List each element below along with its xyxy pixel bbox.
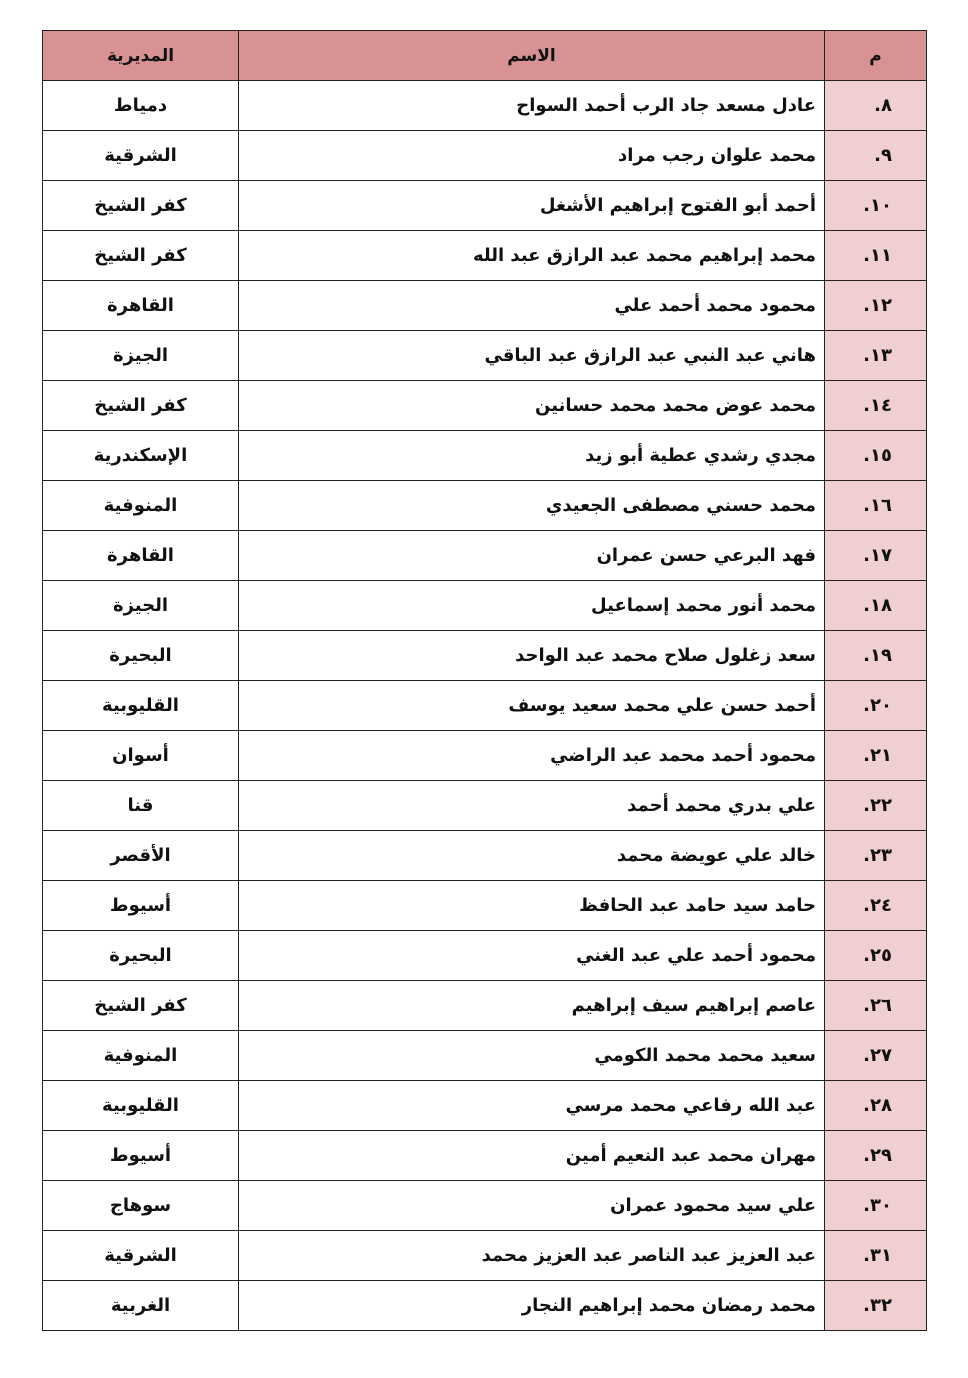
row-name: محمد حسني مصطفى الجعيدي <box>239 481 825 531</box>
row-number: ٢٩. <box>825 1131 927 1181</box>
row-directorate: الغربية <box>43 1281 239 1331</box>
row-number: ١٩. <box>825 631 927 681</box>
table-row <box>43 981 927 1031</box>
table-row <box>43 1231 927 1281</box>
header-row <box>43 31 927 81</box>
row-name: فهد البرعي حسن عمران <box>239 531 825 581</box>
row-name: محمود أحمد علي عبد الغني <box>239 931 825 981</box>
table-row <box>43 181 927 231</box>
row-directorate: الأقصر <box>43 831 239 881</box>
row-name: علي بدري محمد أحمد <box>239 781 825 831</box>
row-directorate: القليوبية <box>43 1081 239 1131</box>
header-directorate: المديرية <box>43 31 239 81</box>
row-directorate: الشرقية <box>43 131 239 181</box>
row-number: ٢٠. <box>825 681 927 731</box>
table-row <box>43 531 927 581</box>
row-number: ٢٧. <box>825 1031 927 1081</box>
table-row <box>43 231 927 281</box>
row-name: محمد علوان رجب مراد <box>239 131 825 181</box>
row-name: سعيد محمد محمد الكومي <box>239 1031 825 1081</box>
table-row <box>43 281 927 331</box>
row-name: مهران محمد عبد النعيم أمين <box>239 1131 825 1181</box>
row-directorate: أسيوط <box>43 1131 239 1181</box>
row-name: هاني عبد النبي عبد الرازق عبد الباقي <box>239 331 825 381</box>
table-row <box>43 331 927 381</box>
row-number: ٢٣. <box>825 831 927 881</box>
row-number: ١١. <box>825 231 927 281</box>
row-number: ١٠. <box>825 181 927 231</box>
table-row <box>43 81 927 131</box>
row-number: ١٢. <box>825 281 927 331</box>
row-name: علي سيد محمود عمران <box>239 1181 825 1231</box>
row-number: ٢١. <box>825 731 927 781</box>
row-directorate: قنا <box>43 781 239 831</box>
row-name: عادل مسعد جاد الرب أحمد السواح <box>239 81 825 131</box>
row-directorate: دمياط <box>43 81 239 131</box>
table-row <box>43 1031 927 1081</box>
row-number: ٣٠. <box>825 1181 927 1231</box>
row-name: خالد علي عويضة محمد <box>239 831 825 881</box>
row-name: أحمد أبو الفتوح إبراهيم الأشغل <box>239 181 825 231</box>
table-row <box>43 831 927 881</box>
row-name: حامد سيد حامد عبد الحافظ <box>239 881 825 931</box>
row-name: عبد العزيز عبد الناصر عبد العزيز محمد <box>239 1231 825 1281</box>
table-row <box>43 1081 927 1131</box>
row-name: عبد الله رفاعي محمد مرسي <box>239 1081 825 1131</box>
table-row <box>43 481 927 531</box>
row-number: ٣١. <box>825 1231 927 1281</box>
row-directorate: الشرقية <box>43 1231 239 1281</box>
table-row <box>43 1181 927 1231</box>
row-number: ٢٥. <box>825 931 927 981</box>
row-directorate: كفر الشيخ <box>43 981 239 1031</box>
row-directorate: الإسكندرية <box>43 431 239 481</box>
table-row <box>43 631 927 681</box>
row-directorate: القاهرة <box>43 531 239 581</box>
row-directorate: القاهرة <box>43 281 239 331</box>
row-number: ٢٤. <box>825 881 927 931</box>
header-name: الاسم <box>239 31 825 81</box>
row-directorate: الجيزة <box>43 581 239 631</box>
table-row <box>43 381 927 431</box>
row-number: ٢٨. <box>825 1081 927 1131</box>
header-number: م <box>825 31 927 81</box>
row-number: ٢٦. <box>825 981 927 1031</box>
row-name: محمود محمد أحمد علي <box>239 281 825 331</box>
row-directorate: الجيزة <box>43 331 239 381</box>
row-number: ١٧. <box>825 531 927 581</box>
row-directorate: القليوبية <box>43 681 239 731</box>
row-directorate: البحيرة <box>43 631 239 681</box>
row-name: أحمد حسن علي محمد سعيد يوسف <box>239 681 825 731</box>
row-name: سعد زغلول صلاح محمد عبد الواحد <box>239 631 825 681</box>
row-number: ١٣. <box>825 331 927 381</box>
row-number: ١٥. <box>825 431 927 481</box>
table-row <box>43 1131 927 1181</box>
row-name: محمود أحمد محمد عبد الراضي <box>239 731 825 781</box>
row-directorate: البحيرة <box>43 931 239 981</box>
row-directorate: أسوان <box>43 731 239 781</box>
row-name: محمد عوض محمد محمد حسانين <box>239 381 825 431</box>
table-row <box>43 431 927 481</box>
row-number: ٩. <box>825 131 927 181</box>
row-number: ٨. <box>825 81 927 131</box>
row-name: محمد أنور محمد إسماعيل <box>239 581 825 631</box>
row-directorate: سوهاج <box>43 1181 239 1231</box>
table-row <box>43 581 927 631</box>
table-row <box>43 731 927 781</box>
row-name: محمد رمضان محمد إبراهيم النجار <box>239 1281 825 1331</box>
row-number: ١٦. <box>825 481 927 531</box>
row-name: عاصم إبراهيم سيف إبراهيم <box>239 981 825 1031</box>
row-directorate: كفر الشيخ <box>43 381 239 431</box>
row-number: ١٤. <box>825 381 927 431</box>
table-row <box>43 131 927 181</box>
row-name: محمد إبراهيم محمد عبد الرازق عبد الله <box>239 231 825 281</box>
table-row <box>43 681 927 731</box>
row-number: ٣٢. <box>825 1281 927 1331</box>
row-directorate: أسيوط <box>43 881 239 931</box>
row-name: مجدي رشدي عطية أبو زيد <box>239 431 825 481</box>
row-directorate: كفر الشيخ <box>43 181 239 231</box>
row-directorate: المنوفية <box>43 1031 239 1081</box>
row-number: ٢٢. <box>825 781 927 831</box>
table-row <box>43 1281 927 1331</box>
table-row <box>43 781 927 831</box>
names-table <box>42 30 927 1331</box>
table-row <box>43 881 927 931</box>
row-number: ١٨. <box>825 581 927 631</box>
table-row <box>43 931 927 981</box>
row-directorate: كفر الشيخ <box>43 231 239 281</box>
row-directorate: المنوفية <box>43 481 239 531</box>
